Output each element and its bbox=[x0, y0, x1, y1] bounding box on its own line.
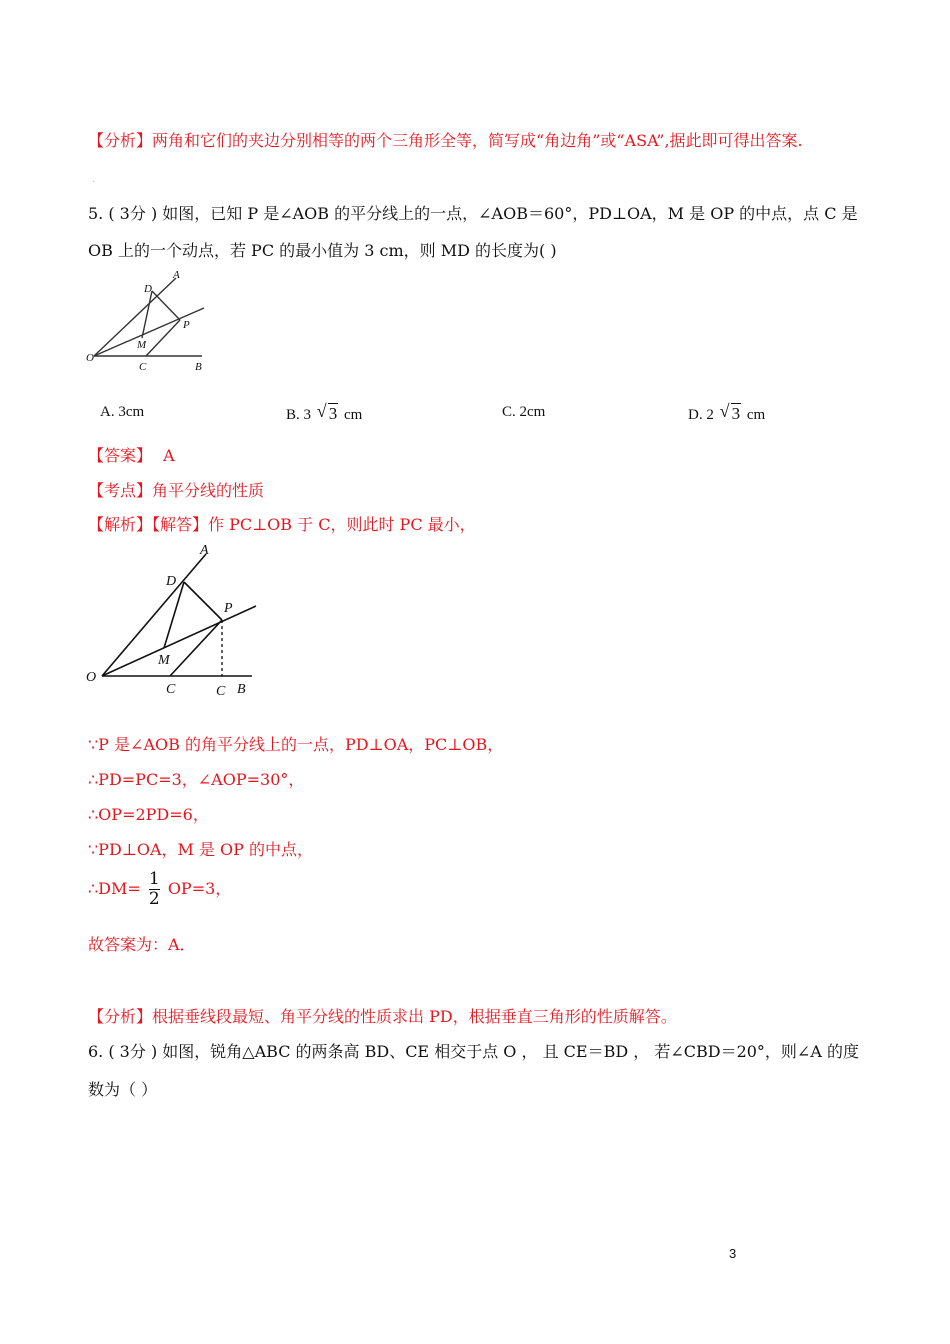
fig1-label-d: D bbox=[144, 283, 152, 295]
fig2-label-b: B bbox=[237, 682, 246, 697]
kaodian-line bbox=[88, 478, 264, 501]
fig2-label-a: A bbox=[200, 543, 209, 558]
option-d-prefix: D. 2 bbox=[688, 407, 714, 423]
fig2-label-d: D bbox=[166, 574, 177, 589]
jieda-text: 作 PC⊥OB 于 C，则此时 PC 最小， bbox=[208, 515, 476, 534]
conclusion: 故答案为：A． bbox=[88, 935, 196, 954]
analysis-tag: 【分析】 bbox=[88, 131, 153, 150]
q6-stem-line2: 数为（ ） bbox=[88, 1080, 158, 1099]
option-c: C. 2cm bbox=[502, 404, 546, 420]
step-2: ∴PD=PC=3，∠AOP=30°， bbox=[88, 770, 305, 789]
dot-mark: . bbox=[92, 172, 96, 185]
step-5-suffix: OP=3， bbox=[167, 879, 232, 898]
q5-figure-1 bbox=[84, 266, 214, 376]
q5-stem-line1: 5. ( 3分 ) 如图，已知 P 是∠AOB 的平分线上的一点，∠AOB＝60°，PD⊥OA，M 是 OP 的中点，点 C 是 bbox=[88, 204, 858, 223]
option-b-prefix: B. 3 bbox=[286, 407, 312, 423]
fig2-label-c: C bbox=[166, 682, 176, 697]
fraction-half bbox=[149, 870, 160, 909]
q6-stem-line1: 6. ( 3分 ) 如图，锐角△ABC 的两条高 BD、CE 相交于点 O ， 且 CE＝BD ， 若∠CBD＝20°，则∠A 的度 bbox=[88, 1042, 859, 1061]
answer-tag: 【答案】 bbox=[88, 446, 153, 465]
fig1-label-c: C bbox=[139, 361, 147, 373]
fig2-label-o: O bbox=[86, 670, 97, 685]
fig1-label-m: M bbox=[137, 339, 147, 351]
q5-analysis bbox=[88, 1004, 677, 1027]
fig2-label-c-foot: C bbox=[216, 684, 226, 699]
sqrt-symbol: √ 3 bbox=[719, 401, 741, 423]
jieda-tag: 【解答】 bbox=[152, 515, 209, 534]
fig1-label-o: O bbox=[86, 352, 94, 364]
fraction-numerator: 1 bbox=[148, 869, 160, 889]
answer-line bbox=[88, 443, 175, 466]
option-a: A. 3cm bbox=[100, 404, 145, 420]
sqrt-symbol: √ 3 bbox=[316, 401, 338, 423]
q5-figure-2 bbox=[82, 540, 267, 700]
step-3: ∴OP=2PD=6， bbox=[88, 805, 209, 824]
q5-stem-line2: OB 上的一个动点，若 PC 的最小值为 3 cm，则 MD 的长度为( ) bbox=[88, 241, 557, 260]
kaodian-tag: 【考点】 bbox=[88, 481, 153, 500]
step-5-prefix: ∴DM= bbox=[88, 879, 141, 898]
option-d-suffix: cm bbox=[746, 407, 766, 423]
option-d bbox=[688, 401, 766, 424]
option-b bbox=[286, 401, 363, 424]
fig1-label-p: P bbox=[183, 319, 190, 331]
jiexi-tag: 【解析】 bbox=[88, 515, 153, 534]
analysis-text: 两角和它们的夹边分别相等的两个三角形全等，简写成“角边角”或“ASA”,据此即可得出答案. bbox=[152, 131, 803, 150]
fig2-label-m: M bbox=[158, 653, 170, 668]
step-4: ∵PD⊥OA，M 是 OP 的中点， bbox=[88, 840, 314, 859]
kaodian-text: 角平分线的性质 bbox=[152, 481, 265, 500]
q5-analysis-tag: 【分析】 bbox=[88, 1007, 153, 1026]
step-1: ∵P 是∠AOB 的角平分线上的一点，PD⊥OA，PC⊥OB， bbox=[88, 735, 504, 754]
analysis-top bbox=[88, 128, 803, 151]
fig1-label-a: A bbox=[173, 269, 180, 281]
fig1-label-b: B bbox=[195, 361, 202, 373]
fraction-denominator: 2 bbox=[148, 889, 160, 909]
jiexi-line bbox=[88, 512, 476, 535]
page-number: 3 bbox=[729, 1246, 737, 1261]
option-d-radicand: 3 bbox=[731, 404, 741, 423]
option-b-suffix: cm bbox=[344, 407, 363, 423]
step-5 bbox=[88, 870, 231, 909]
option-b-radicand: 3 bbox=[328, 404, 338, 423]
fig2-label-p: P bbox=[224, 601, 233, 616]
answer-value: A bbox=[163, 446, 175, 465]
q5-analysis-text: 根据垂线段最短、角平分线的性质求出 PD，根据垂直三角形的性质解答。 bbox=[152, 1007, 677, 1026]
